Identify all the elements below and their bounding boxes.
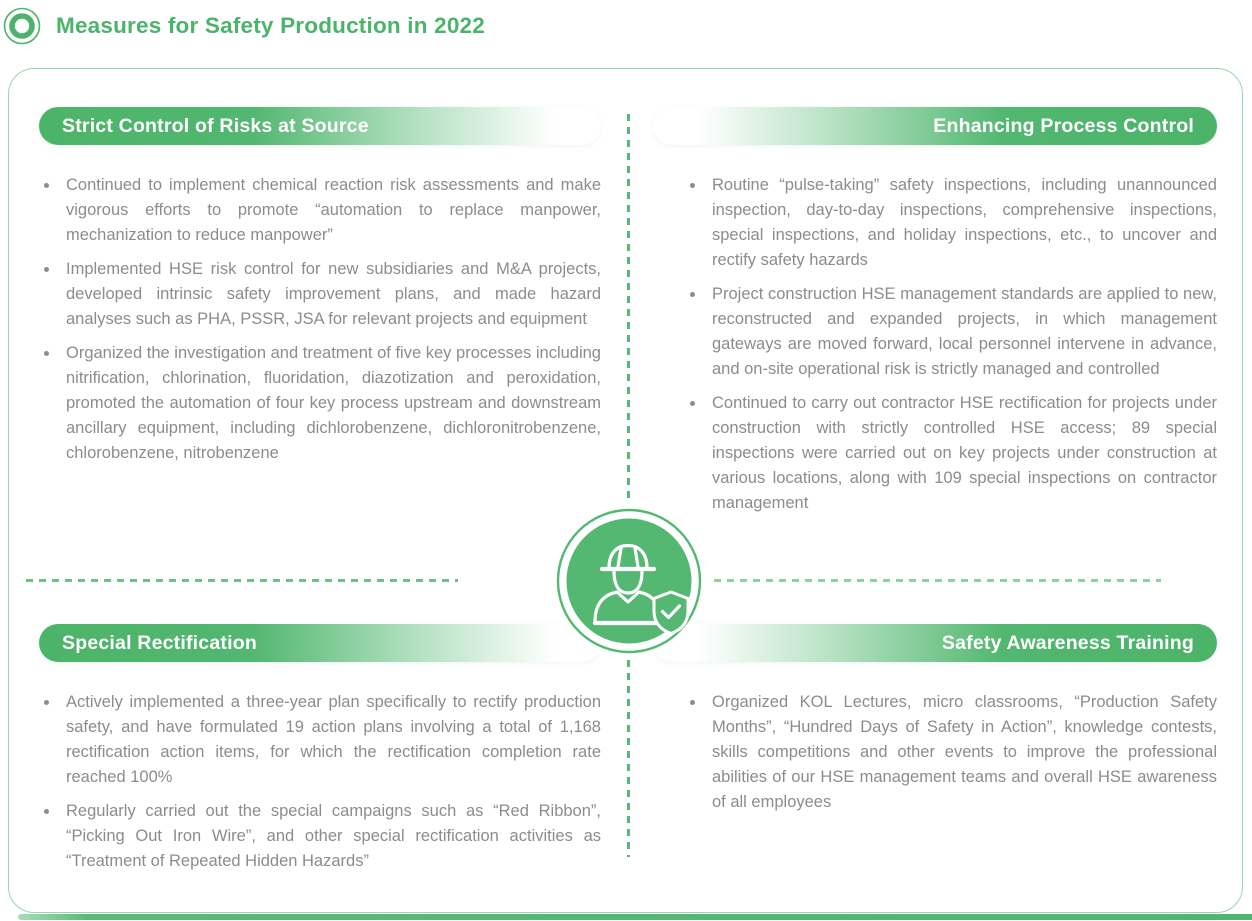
- list-item-text: Continued to implement chemical reaction risk assessments and make vigorous efforts to promote “automation to replace manpower, mechanization to reduce manpower”: [66, 176, 601, 244]
- bullet-dot: [44, 267, 49, 272]
- quadrant-title-bar: Enhancing Process Control: [653, 107, 1217, 145]
- list-item-text: Regularly carried out the special campaigns such as “Red Ribbon”, “Picking Out Iron Wire”, and other special rectification activities as “Treatment of Repeated Hidden Hazards”: [66, 802, 601, 870]
- page-title: Measures for Safety Production in 2022: [56, 13, 485, 38]
- bullet-dot: [44, 351, 49, 356]
- list-item: [689, 690, 1217, 815]
- bullet-list: [39, 690, 601, 874]
- quadrant-title-bar: Special Rectification: [39, 624, 601, 662]
- list-item: [43, 341, 601, 466]
- list-item: [689, 282, 1217, 382]
- list-item: [43, 257, 601, 332]
- list-item: [43, 173, 601, 248]
- bullet-list: [653, 173, 1217, 516]
- bullet-dot: [690, 292, 695, 297]
- quadrant-enhancing-process-control: [653, 107, 1217, 525]
- list-item-text: Continued to carry out contractor HSE rectification for projects under construction with strictly controlled HSE access; 89 special inspections were carried out on key projects under construction at various locations, along with 109 special inspections on contractor management: [712, 394, 1217, 512]
- vertical-dashed-divider: [627, 114, 630, 857]
- quadrant-safety-awareness-training: [653, 624, 1217, 824]
- bullet-dot: [44, 809, 49, 814]
- bottom-accent-bar: [18, 914, 1252, 920]
- bullet-dot: [44, 700, 49, 705]
- list-item-text: Routine “pulse-taking” safety inspections, including unannounced inspection, day-to-day inspections, comprehensive inspections, special inspections, and holiday inspections, etc., to uncover and rectify safety hazards: [712, 176, 1217, 269]
- list-item: [689, 391, 1217, 516]
- quadrant-strict-control-of-risks-at-source: [39, 107, 601, 475]
- quadrant-special-rectification: [39, 624, 601, 883]
- list-item-text: Organized KOL Lectures, micro classrooms, “Production Safety Months”, “Hundred Days of Safety in Action”, knowledge contests, skills competitions and other events to improve the professional abilities of our HSE management teams and overall HSE awareness of all employees: [712, 693, 1217, 811]
- list-item-text: Actively implemented a three-year plan specifically to rectify production safety, and have formulated 19 action plans involving a total of 1,168 rectification action items, for which the rectification completion rate reached 100%: [66, 693, 601, 786]
- list-item-text: Implemented HSE risk control for new subsidiaries and M&A projects, developed intrinsic safety improvement plans, and made hazard analyses such as PHA, PSSR, JSA for relevant projects and equipment: [66, 260, 601, 328]
- list-item: [689, 173, 1217, 273]
- list-item-text: Project construction HSE management standards are applied to new, reconstructed and expanded projects, in which management gateways are moved forward, local personnel intervene in advance, and on-site operational risk is strictly managed and controlled: [712, 285, 1217, 378]
- horizontal-dashed-divider-left: [26, 579, 458, 582]
- list-item: [43, 690, 601, 790]
- quadrant-title-bar: Safety Awareness Training: [653, 624, 1217, 662]
- worker-hard-hat-shield-check-icon: [549, 501, 709, 661]
- bullet-dot: [690, 183, 695, 188]
- list-item-text: Organized the investigation and treatment of five key processes including nitrification, chlorination, fluoridation, diazotization and peroxidation, promoted the automation of four key process upstream and downstream ancillary equipment, including dichlorobenzene, dichloronitrobenzene, chlorobenzene, nitrobenzene: [66, 344, 601, 462]
- measures-panel: [8, 68, 1243, 913]
- page-header: [2, 6, 485, 46]
- bullet-list: [39, 173, 601, 466]
- bullet-dot: [44, 183, 49, 188]
- ring-target-icon: [2, 6, 42, 46]
- bullet-dot: [690, 700, 695, 705]
- bullet-dot: [690, 401, 695, 406]
- horizontal-dashed-divider-right: [714, 579, 1161, 582]
- list-item: [43, 799, 601, 874]
- bullet-list: [653, 690, 1217, 815]
- quadrant-title-bar: Strict Control of Risks at Source: [39, 107, 601, 145]
